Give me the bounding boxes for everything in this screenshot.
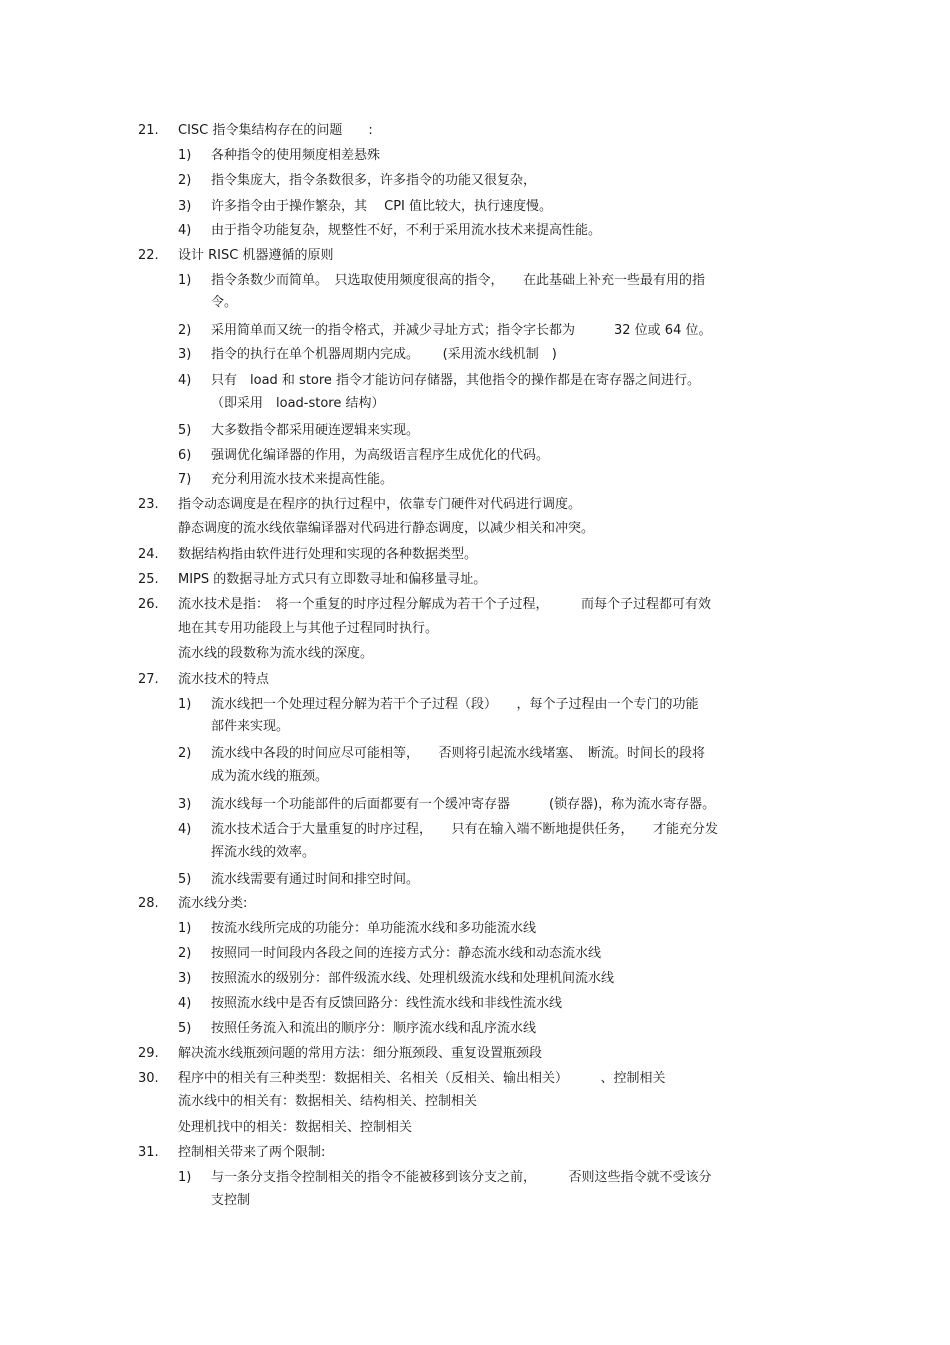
question-number: 26.	[138, 597, 159, 612]
question-text: 静态调度的流水线依靠编译器对代码进行静态调度，以减少相关和冲突。	[178, 521, 595, 536]
list-item-text: 大多数指令都采用硬连逻辑来实现。	[211, 423, 420, 438]
question-text: 解决流水线瓶颈问题的常用方法：细分瓶颈段、重复设置瓶颈段	[178, 1046, 543, 1061]
question-text: 程序中的相关有三种类型：数据相关、名相关（反相关、输出相关） 、控制相关	[178, 1071, 666, 1086]
list-item-text: 流水线把一个处理过程分解为若干个子过程（段） ，每个子过程由一个专门的功能	[211, 697, 699, 712]
list-item-number: 2)	[178, 746, 192, 761]
list-item-text: 指令的执行在单个机器周期内完成。 (采用流水线机制 )	[211, 347, 557, 362]
list-item-number: 3)	[178, 971, 192, 986]
question-text: 处理机找中的相关：数据相关、控制相关	[178, 1120, 413, 1135]
list-item-text: 只有 load 和 store 指令才能访问存储器，其他指令的操作都是在寄存器之间进行。	[211, 373, 701, 388]
list-item-number: 1)	[178, 921, 192, 936]
list-item-text: 支控制	[211, 1193, 251, 1208]
list-item-text: 按照任务流入和流出的顺序分：顺序流水线和乱序流水线	[211, 1021, 537, 1036]
question-number: 25.	[138, 572, 159, 587]
question-text: 流水技术是指： 将一个重复的时序过程分解成为若干个子过程， 而每个子过程都可有效	[178, 597, 712, 612]
list-item-text: 由于指令功能复杂，规整性不好，不利于采用流水技术来提高性能。	[211, 223, 602, 238]
list-item-number: 2)	[178, 946, 192, 961]
list-item-text: 强调优化编译器的作用，为高级语言程序生成优化的代码。	[211, 448, 550, 463]
question-text: MIPS 的数据寻址方式只有立即数寻址和偏移量寻址。	[178, 572, 487, 587]
question-number: 21.	[138, 123, 159, 138]
list-item-number: 6)	[178, 448, 192, 463]
list-item-number: 1)	[178, 148, 192, 163]
list-item-number: 4)	[178, 822, 192, 837]
list-item-text: 指令集庞大，指令条数很多，许多指令的功能又很复杂，	[211, 173, 537, 188]
list-item-number: 1)	[178, 697, 192, 712]
list-item-number: 5)	[178, 872, 192, 887]
question-text: 指令动态调度是在程序的执行过程中，依靠专门硬件对代码进行调度。	[178, 497, 582, 512]
question-text: 流水线分类:	[178, 896, 248, 911]
question-number: 28.	[138, 896, 159, 911]
question-number: 31.	[138, 1145, 159, 1160]
question-text: 数据结构指由软件进行处理和实现的各种数据类型。	[178, 547, 478, 562]
list-item-number: 2)	[178, 323, 192, 338]
list-item-text: 各种指令的使用频度相差悬殊	[211, 148, 381, 163]
list-item-number: 4)	[178, 373, 192, 388]
list-item-number: 3)	[178, 797, 192, 812]
list-item-text: 按照同一时间段内各段之间的连接方式分：静态流水线和动态流水线	[211, 946, 602, 961]
list-item-number: 3)	[178, 199, 192, 214]
question-number: 23.	[138, 497, 159, 512]
list-item-text: 流水线每一个功能部件的后面都要有一个缓冲寄存器 (锁存器)，称为流水寄存器。	[211, 797, 716, 812]
list-item-text: 令。	[211, 295, 238, 310]
question-number: 29.	[138, 1046, 159, 1061]
list-item-number: 4)	[178, 223, 192, 238]
list-item-text: 许多指令由于操作繁杂，其 CPI 值比较大，执行速度慢。	[211, 199, 553, 214]
list-item-text: 流水技术适合于大量重复的时序过程， 只有在输入端不断地提供任务， 才能充分发	[211, 822, 719, 837]
question-text: CISC 指令集结构存在的问题 :	[178, 123, 373, 138]
list-item-text: 按照流水线中是否有反馈回路分：线性流水线和非线性流水线	[211, 996, 563, 1011]
question-number: 30.	[138, 1071, 159, 1086]
list-item-number: 5)	[178, 1021, 192, 1036]
list-item-text: （即采用 load-store 结构）	[211, 396, 385, 411]
list-item-text: 部件来实现。	[211, 719, 290, 734]
list-item-number: 4)	[178, 996, 192, 1011]
question-text: 流水技术的特点	[178, 672, 270, 687]
list-item-text: 挥流水线的效率。	[211, 845, 316, 860]
list-item-text: 成为流水线的瓶颈。	[211, 769, 329, 784]
list-item-number: 2)	[178, 173, 192, 188]
list-item-text: 流水线需要有通过时间和排空时间。	[211, 872, 420, 887]
question-text: 地在其专用功能段上与其他子过程同时执行。	[178, 621, 439, 636]
question-text: 流水线中的相关有：数据相关、结构相关、控制相关	[178, 1094, 478, 1109]
list-item-number: 7)	[178, 472, 192, 487]
question-number: 27.	[138, 672, 159, 687]
question-text: 设计 RISC 机器遵循的原则	[178, 248, 334, 263]
list-item-text: 与一条分支指令控制相关的指令不能被移到该分支之前， 否则这些指令就不受该分	[211, 1170, 712, 1185]
list-item-text: 充分利用流水技术来提高性能。	[211, 472, 394, 487]
question-text: 流水线的段数称为流水线的深度。	[178, 646, 374, 661]
list-item-text: 按流水线所完成的功能分：单功能流水线和多功能流水线	[211, 921, 537, 936]
question-text: 控制相关带来了两个限制:	[178, 1145, 326, 1160]
question-number: 22.	[138, 248, 159, 263]
list-item-number: 5)	[178, 423, 192, 438]
list-item-text: 采用简单而又统一的指令格式，并减少寻址方式；指令字长都为 32 位或 64 位。	[211, 323, 712, 338]
list-item-text: 流水线中各段的时间应尽可能相等， 否则将引起流水线堵塞、 断流。时间长的段将	[211, 746, 706, 761]
list-item-number: 1)	[178, 1170, 192, 1185]
list-item-text: 指令条数少而简单。 只选取使用频度很高的指令， 在此基础上补充一些最有用的指	[211, 273, 706, 288]
list-item-number: 3)	[178, 347, 192, 362]
list-item-number: 1)	[178, 273, 192, 288]
question-number: 24.	[138, 547, 159, 562]
list-item-text: 按照流水的级别分：部件级流水线、处理机级流水线和处理机间流水线	[211, 971, 615, 986]
